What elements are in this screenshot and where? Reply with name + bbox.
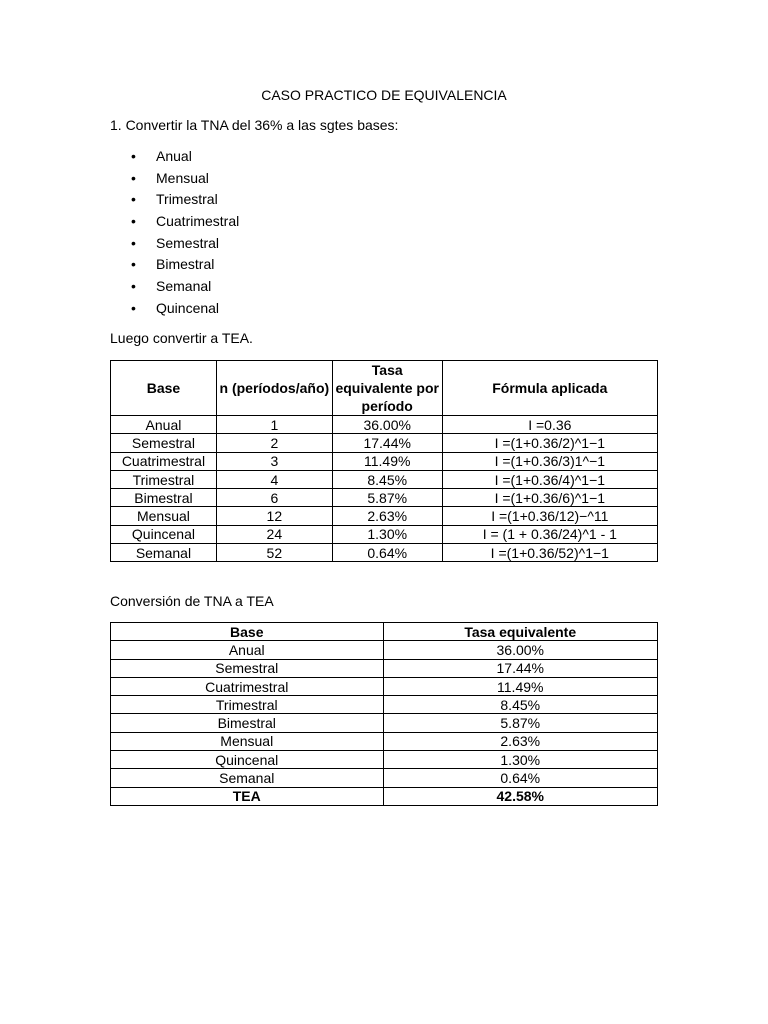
- cell-base: Semestral: [111, 434, 217, 452]
- cell-tasa: 1.30%: [332, 525, 442, 543]
- cell-base: Bimestral: [111, 489, 217, 507]
- list-item: [0, 233, 239, 255]
- page-title: CASO PRACTICO DE EQUIVALENCIA: [261, 87, 507, 103]
- cell-tasa: 17.44%: [332, 434, 442, 452]
- list-item-label: Cuatrimestral: [156, 213, 240, 230]
- cell-n: 52: [216, 544, 332, 562]
- list-item: [0, 189, 239, 211]
- list-item-label: Semestral: [156, 234, 220, 251]
- table-row: [111, 659, 658, 677]
- equivalence-table: [110, 360, 658, 562]
- header-formula: Fórmula aplicada: [442, 361, 657, 416]
- table-row: [111, 769, 658, 787]
- cell-total-label: TEA: [111, 787, 384, 805]
- table-row: [111, 489, 658, 507]
- cell-formula: I =(1+0.36/12)−^11: [442, 507, 657, 525]
- table-row: [111, 416, 658, 434]
- bullet-icon: •: [131, 299, 136, 316]
- cell-base: Trimestral: [111, 696, 384, 714]
- table-row: [111, 751, 658, 769]
- cell-tasa: 1.30%: [383, 751, 658, 769]
- cell-base: Mensual: [111, 732, 384, 750]
- list-item-label: Trimestral: [156, 191, 218, 208]
- cell-formula: I =(1+0.36/6)^1−1: [442, 489, 657, 507]
- cell-tasa: 11.49%: [383, 677, 658, 695]
- table-header-row: [111, 361, 658, 416]
- conversion-title: Conversión de TNA a TEA: [110, 593, 274, 609]
- list-item-label: Semanal: [156, 278, 212, 295]
- cell-n: 6: [216, 489, 332, 507]
- cell-tasa: 0.64%: [383, 769, 658, 787]
- cell-tasa: 5.87%: [332, 489, 442, 507]
- cell-tasa: 0.64%: [332, 544, 442, 562]
- cell-formula: I =(1+0.36/2)^1−1: [442, 434, 657, 452]
- table-row: [111, 732, 658, 750]
- bullet-icon: •: [131, 256, 136, 273]
- cell-base: Anual: [111, 641, 384, 659]
- cell-n: 3: [216, 452, 332, 470]
- header-tasa: Tasa equivalente: [383, 623, 658, 641]
- cell-base: Quincenal: [111, 525, 217, 543]
- bullet-icon: •: [131, 213, 136, 230]
- cell-base: Quincenal: [111, 751, 384, 769]
- cell-base: Semanal: [111, 544, 217, 562]
- list-item-label: Anual: [156, 148, 192, 164]
- cell-n: 2: [216, 434, 332, 452]
- table-row: [111, 544, 658, 562]
- cell-tasa: 2.63%: [332, 507, 442, 525]
- cell-base: Semanal: [111, 769, 384, 787]
- cell-tasa: 8.45%: [383, 696, 658, 714]
- cell-tasa: 36.00%: [332, 416, 442, 434]
- cell-formula: I = (1 + 0.36/24)^1 - 1: [442, 525, 657, 543]
- question-text: 1. Convertir la TNA del 36% a las sgtes bases:: [110, 117, 399, 133]
- cell-n: 24: [216, 525, 332, 543]
- table-row: [111, 470, 658, 488]
- list-item: [0, 146, 239, 168]
- header-tasa: Tasa equivalente por período: [332, 361, 442, 416]
- cell-base: Mensual: [111, 507, 217, 525]
- list-item: [0, 298, 239, 320]
- cell-base: Semestral: [111, 659, 384, 677]
- bases-list: [0, 146, 239, 320]
- cell-tasa: 8.45%: [332, 470, 442, 488]
- bullet-icon: •: [131, 278, 136, 295]
- cell-tasa: 5.87%: [383, 714, 658, 732]
- cell-n: 12: [216, 507, 332, 525]
- list-item: [0, 254, 239, 276]
- header-base: Base: [111, 361, 217, 416]
- list-item-label: Mensual: [156, 169, 209, 186]
- list-item: [0, 211, 239, 233]
- table-row: [111, 677, 658, 695]
- list-item-label: Bimestral: [156, 256, 215, 273]
- cell-formula: I =(1+0.36/3)1^−1: [442, 452, 657, 470]
- cell-base: Cuatrimestral: [111, 452, 217, 470]
- table-header-row: [111, 623, 658, 641]
- cell-tasa: 17.44%: [383, 659, 658, 677]
- bullet-icon: •: [131, 169, 136, 186]
- tea-instruction: Luego convertir a TEA.: [110, 330, 253, 346]
- table-total-row: [111, 787, 658, 805]
- cell-formula: I =0.36: [442, 416, 657, 434]
- bullet-icon: •: [131, 191, 136, 208]
- table-row: [111, 507, 658, 525]
- table-row: [111, 525, 658, 543]
- bullet-icon: •: [131, 148, 136, 164]
- table-row: [111, 696, 658, 714]
- cell-base: Anual: [111, 416, 217, 434]
- header-n: n (períodos/año): [216, 361, 332, 416]
- bullet-icon: •: [131, 234, 136, 251]
- table-row: [111, 434, 658, 452]
- table-row: [111, 452, 658, 470]
- list-item-label: Quincenal: [156, 299, 220, 316]
- cell-n: 1: [216, 416, 332, 434]
- cell-total-value: 42.58%: [383, 787, 658, 805]
- cell-tasa: 2.63%: [383, 732, 658, 750]
- conversion-table: [110, 622, 658, 806]
- table-row: [111, 714, 658, 732]
- header-base: Base: [111, 623, 384, 641]
- cell-tasa: 36.00%: [383, 641, 658, 659]
- cell-formula: I =(1+0.36/52)^1−1: [442, 544, 657, 562]
- cell-tasa: 11.49%: [332, 452, 442, 470]
- cell-base: Cuatrimestral: [111, 677, 384, 695]
- cell-formula: I =(1+0.36/4)^1−1: [442, 470, 657, 488]
- cell-n: 4: [216, 470, 332, 488]
- table-row: [111, 641, 658, 659]
- cell-base: Bimestral: [111, 714, 384, 732]
- list-item: [0, 168, 239, 190]
- list-item: [0, 276, 239, 298]
- cell-base: Trimestral: [111, 470, 217, 488]
